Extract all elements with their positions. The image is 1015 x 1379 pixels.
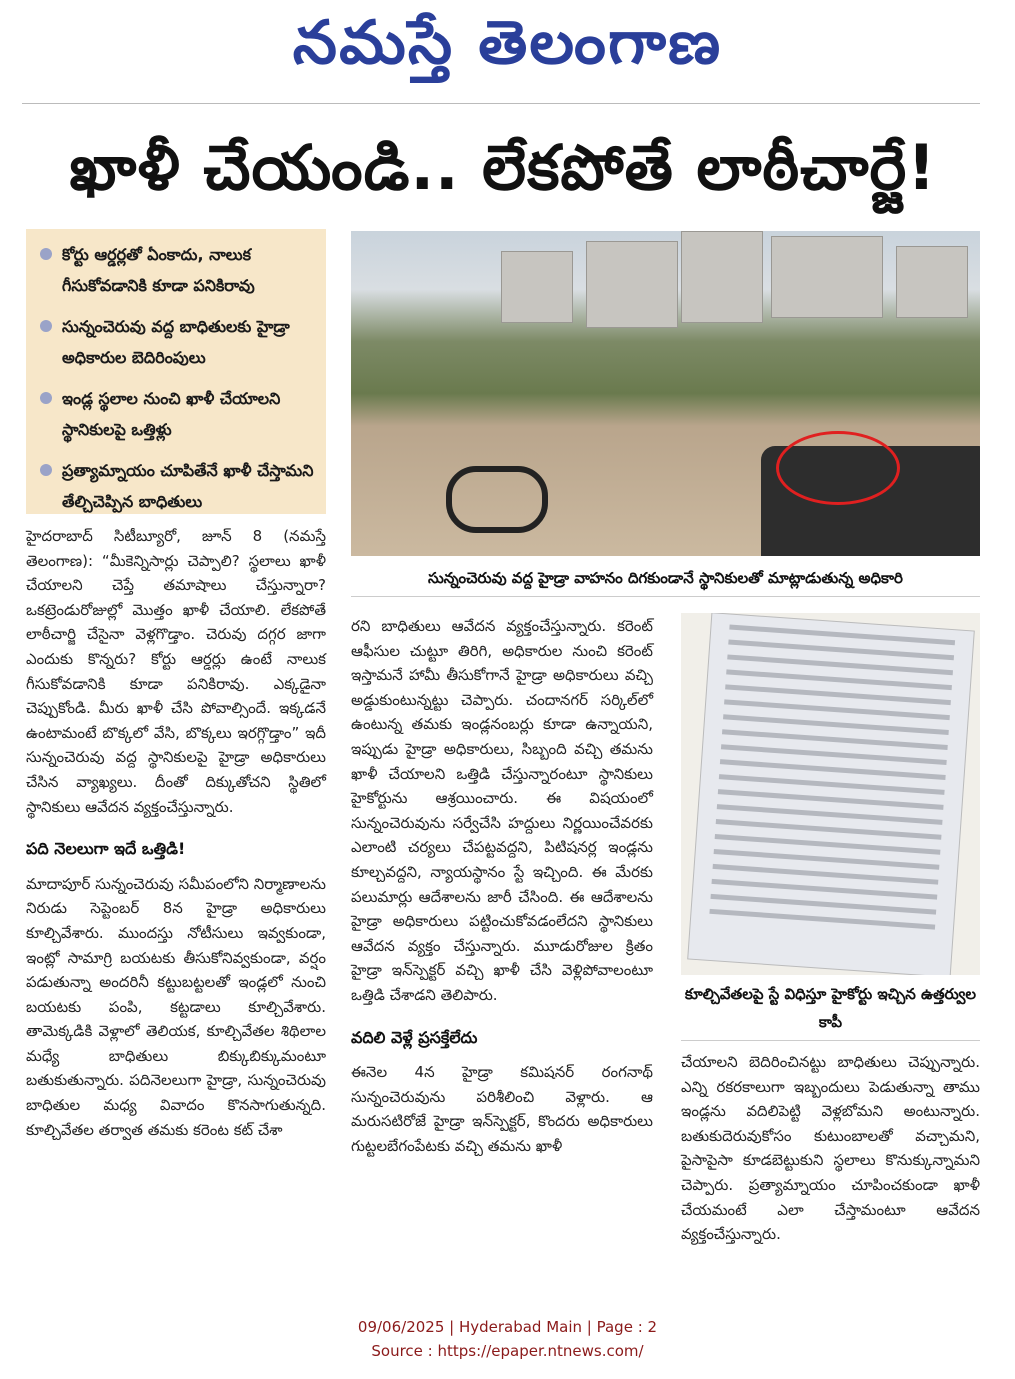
motorbike-image — [446, 466, 548, 533]
article-paragraph: మాదాపూర్ సున్నంచెరువు సమీపంలోని నిర్మాణాలను నిరుడు సెప్టెంబర్ 8న హైడ్రా అధికారులు కూల్చివేశారు. ముందస్తు నోటీసులు ఇవ్వకుండా, ఇంట్లో సామాగ్రి బయటకు తీసుకోనివ్వకుండా, వర్షం పడుతున్నా అందరినీ కట్టుబట్టలతో ఇండ్లలో నుంచి బయటకు పంపి, కట్టడాలు కూల్చివేశారు. తామెక్కడికి వెళ్లాలో తెలియక, కూల్చివేతల శిథిలాల మధ్యే బాధితులు బిక్కుబిక్కుమంటూ బతుకుతున్నారు. పదినెలలుగా హైడ్రా, సున్నంచెరువు బాధితుల మధ్య వివాదం కొనసాగుతున్నది. కూల్చివేతల తర్వాత తమకు కరెంట కట్ చేశా — [26, 874, 326, 1139]
bullet-icon — [40, 248, 52, 260]
building-image — [896, 246, 968, 318]
article-paragraph: హైదరాబాద్ సిటీబ్యూరో, జూన్ 8 (నమస్తే తెలంగాణ): “మీకెన్నిసార్లు చెప్పాలి? స్థలాలు ఖాళీ చేయాలని చెప్తే తమాషాలు చేస్తున్నారా? ఒకట్రెండురోజుల్లో మొత్తం ఖాళీ చేయాలి. లేకపోతే లాఠీచార్జి చేసైనా వెళ్లగొడ్తాం. చెరువు దగ్గర జాగా ఎందుకు కొన్నరు? కోర్టు ఆర్డర్లు ఉంటే నాలుక గీసుకోవడానికి కూడా పనికిరావు. ఎక్కడైనా చెప్పుకోండి. మీరు ఖాళీ చేసి పోవాల్సిందే. ఇక్కడనే ఉంటామంటే బొక్కలో వేసి, బొక్కలు ఇరగ్గొడ్తాం” ఇదీ సున్నంచెరువు వద్ద స్థానికులపై హైడ్రా అధికారులు చేసిన వ్యాఖ్యలు. దీంతో దిక్కుతోచని స్థితిలో స్థానికులు ఆవేదన వ్యక్తంచేస్తున్నారు. — [26, 527, 326, 816]
article-paragraph: చేయాలని బెదిరించినట్టు బాధితులు చెప్పున్నారు. ఎన్ని రకరకాలుగా ఇబ్బందులు పెడుతున్నా తాము ఇండ్లను వదిలిపెట్టి వెళ్లబోమని అంటున్నారు. బతుకుదెరువుకోసం కుటుంబాలతో వచ్చామని, పైసాపైసా కూడబెట్టుకుని స్థలాలు కొనుక్కున్నామని చెప్పారు. ప్రత్యామ్నాయం చూపించకుండా ఖాళీ చేయమంటే ఎలా చేస్తామంటూ ఆవేదన వ్యక్తంచేస్తున్నారు. — [681, 1053, 980, 1244]
photo-caption: కూల్చివేతలపై స్టే విధిస్తూ హైకోర్టు ఇచ్చిన ఉత్తర్వుల కాపీ — [681, 980, 980, 1041]
photo-caption: సున్నంచెరువు వద్ద హైడ్రా వాహనం దిగకుండానే స్థానికులతో మాట్లాడుతున్న అధికారి — [351, 560, 980, 597]
headline: ఖాళీ చేయండి.. లేకపోతే లాఠీచార్జే! — [69, 131, 937, 204]
masthead-divider — [22, 103, 980, 104]
masthead-title: నమస్తే తెలంగాణ — [292, 8, 723, 78]
article-paragraph: ఈనెల 4న హైడ్రా కమిషనర్ రంగనాథ్ సున్నంచెరువును పరిశీలించి వెళ్లారు. ఆ మరుసటిరోజే హైడ్రా ఇన్‌స్పెక్టర్, కొందరు అధికారులు గుట్టలబేగంపేటకు వచ్చి తమను ఖాళీ — [351, 1063, 653, 1155]
building-image — [501, 251, 573, 323]
article-column-3 — [681, 1050, 980, 1280]
source-link[interactable]: Source : https://epaper.ntnews.com/ — [371, 1342, 644, 1360]
edition-info: 09/06/2025 | Hyderabad Main | Page : 2 — [357, 1318, 658, 1336]
highlight-item — [40, 239, 320, 301]
building-image — [586, 241, 678, 328]
article-subhead: వదిలి వెళ్లే ప్రసక్తేలేదు — [351, 1027, 478, 1047]
article-column-1 — [26, 524, 326, 1284]
document-image — [687, 613, 975, 975]
highlight-text: ప్రత్యామ్నాయం చూపితేనే ఖాళీ చేస్తామని తేల్చిచెప్పిన బాధితులు — [62, 461, 314, 511]
news-photo-site — [351, 231, 980, 556]
highlight-item — [40, 383, 320, 445]
masthead — [0, 0, 1015, 90]
highlight-circle — [776, 431, 900, 505]
bullet-icon — [40, 464, 52, 476]
bullet-icon — [40, 320, 52, 332]
court-order-photo — [681, 613, 980, 975]
article-subhead: పది నెలలుగా ఇదే ఒత్తిడి! — [26, 839, 186, 859]
article-paragraph: రని బాధితులు ఆవేదన వ్యక్తంచేస్తున్నారు. కరెంట్ ఆఫీసుల చుట్టూ తిరిగి, అధికారుల నుంచి కరెంట్ ఇస్తామనే హామీ తీసుకోగానే హైడ్రా అధికారులు వచ్చి అడ్డుకుంటున్నట్టు చెప్పారు. చందానగర్ సర్కిల్‌లో ఉంటున్న తమకు ఇండ్లనంబర్లు కూడా ఉన్నాయని, ఇప్పుడు హైడ్రా అధికారులు, సిబ్బంది వచ్చి తమను ఖాళీ చేయాలని ఒత్తిడి చేస్తున్నారంటూ స్థానికులు హైకోర్టును ఆశ్రయించారు. ఈ విషయంలో సున్నంచెరువును సర్వేచేసి హద్దులు నిర్ణయించేవరకు ఎలాంటి చర్యలు చేపట్టవద్దని, పిటిషనర్ల ఇండ్లను కూల్చవద్దని, న్యాయస్థానం స్టే ఇచ్చింది. ఈ మేరకు పలుమార్లు ఆదేశాలను జారీ చేసింది. ఈ ఆదేశాలను హైడ్రా అధికారులు పట్టించుకోవడంలేదని స్థానికులు ఆవేదన వ్యక్తం చేస్తున్నారు. మూడురోజుల క్రితం హైడ్రా ఇన్‌స్పెక్టర్ వచ్చి ఖాళీ చేసి వెళ్లిపోవాలంటూ ఒత్తిడి చేశాడని తెలిపారు. — [351, 617, 653, 1004]
highlights-box — [26, 229, 326, 514]
article-column-2 — [351, 614, 653, 1284]
highlight-text: కోర్టు ఆర్డర్లతో ఏంకాదు, నాలుక గీసుకోవడానికి కూడా పనికిరావు — [62, 245, 255, 295]
building-image — [771, 236, 883, 318]
building-image — [681, 231, 763, 323]
highlight-item — [40, 455, 320, 517]
highlight-text: సున్నంచెరువు వద్ద బాధితులకు హైడ్రా అధికారుల బెదిరింపులు — [62, 317, 290, 367]
highlight-text: ఇండ్ల స్థలాల నుంచి ఖాళీ చేయాలని స్థానికులపై ఒత్తిళ్లు — [62, 389, 281, 439]
bullet-icon — [40, 392, 52, 404]
highlight-item — [40, 311, 320, 373]
page-footer — [0, 1315, 1015, 1363]
